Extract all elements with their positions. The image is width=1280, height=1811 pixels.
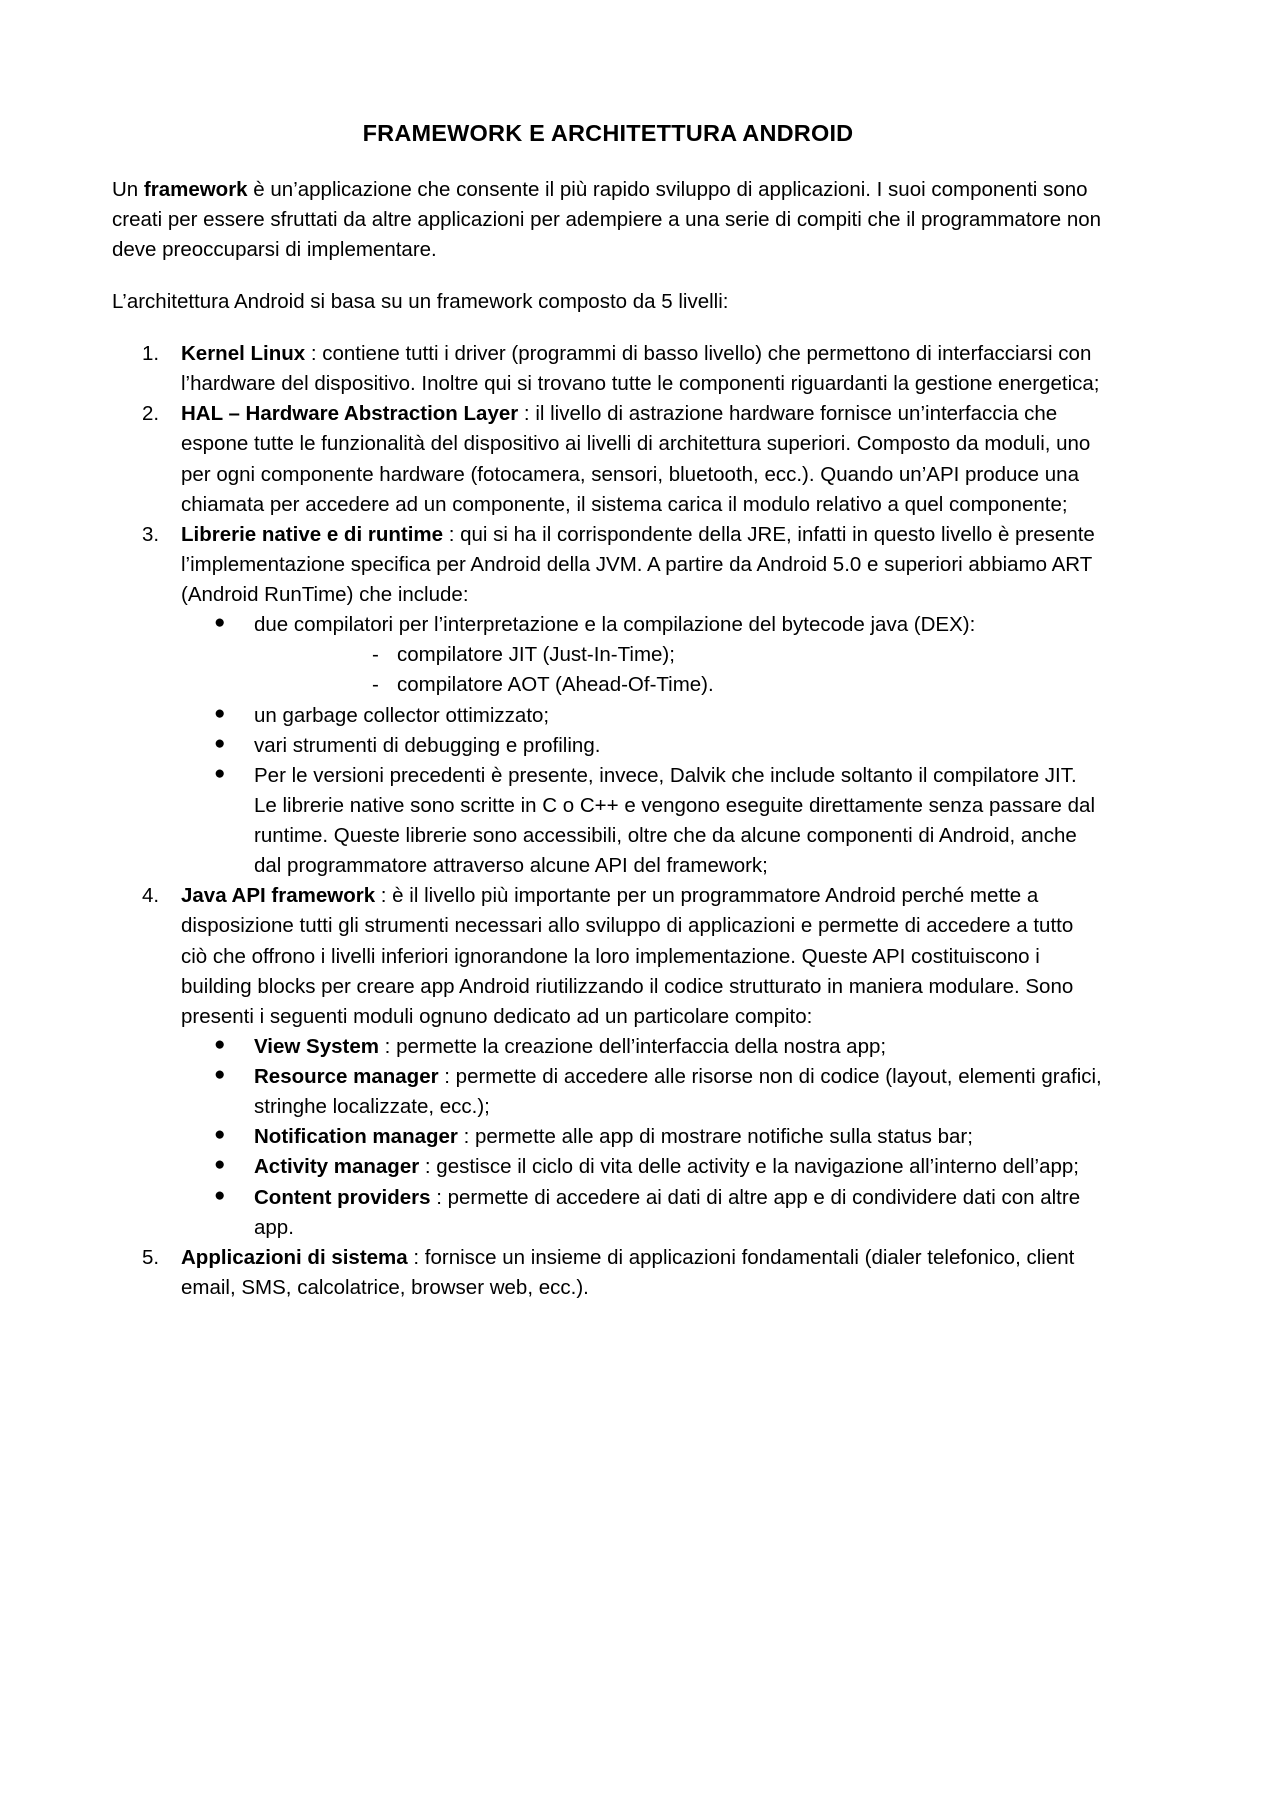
dash-icon: -: [372, 643, 379, 667]
list-item: [254, 670, 1104, 700]
module-text: : permette di accedere ai dati di altre app e di condividere dati con altre app.: [254, 1185, 1081, 1239]
level-content: [181, 520, 1104, 610]
list-item: [181, 1122, 1104, 1152]
intro-rest-text: è un’applicazione che consente il più rapido sviluppo di applicazioni. I suoi componenti sono creati per essere sfruttati da altre applicazioni per adempiere a una serie di compiti che il programmatore non deve preoccuparsi di implementare.: [112, 177, 1102, 261]
level-number: 4.: [142, 884, 160, 908]
list-item: [181, 1062, 1104, 1122]
level-term: Kernel Linux: [181, 342, 306, 366]
bullet-text: vari strumenti di debugging e profiling.: [254, 733, 601, 757]
list-item: [181, 1032, 1104, 1062]
module-text: : permette la creazione dell’interfaccia della nostra app;: [378, 1034, 887, 1058]
level-body: : fornisce un insieme di applicazioni fondamentali (dialer telefonico, client email, SMS, calcolatrice, browser web, ecc.).: [181, 1245, 1075, 1299]
module-term: View System: [254, 1034, 379, 1058]
dash-icon: -: [372, 673, 379, 697]
level-term: Java API framework: [181, 884, 376, 908]
level-item-kernel-linux: [112, 339, 1104, 399]
page-bottom-spacer: [112, 1303, 1104, 1313]
bullet-icon: ●: [214, 762, 226, 784]
level-body: : è il livello più importante per un programmatore Android perché mette a disposizione tutti gli strumenti necessari allo sviluppo di applicazioni e permette di accedere a tutto ciò che offrono i livelli inferiori ignorandone la loro implementazione. Queste API costituiscono i building blocks per creare app Android riutilizzando il codice strutturato in maniera modulare. Sono presenti i seguenti moduli ognuno dedicato ad un particolare compito:: [181, 884, 1074, 1028]
list-item: [254, 640, 1104, 670]
level-content: [181, 339, 1104, 399]
bullet-icon: ●: [214, 1064, 226, 1086]
list-item: [181, 701, 1104, 731]
bullet-icon: ●: [214, 1184, 226, 1206]
list-item: [181, 731, 1104, 761]
level-item-hal: [112, 399, 1104, 520]
module-term: Resource manager: [254, 1065, 439, 1089]
level-term: Applicazioni di sistema: [181, 1245, 408, 1269]
list-item: [181, 1183, 1104, 1243]
module-term: Notification manager: [254, 1125, 458, 1149]
module-text: : permette alle app di mostrare notifiche sulla status bar;: [457, 1125, 973, 1149]
list-item: [181, 610, 1104, 700]
level-number: 3.: [142, 522, 160, 546]
level-item-java-api-framework: [112, 881, 1104, 1243]
intro-lead-text: Un: [112, 177, 144, 201]
bullet-icon: ●: [214, 612, 226, 634]
level-body: : il livello di astrazione hardware fornisce un’interfaccia che espone tutte le funzionalità del dispositivo ai livelli di architettura superiori. Composto da moduli, uno per ogni componente hardware (fotocamera, sensori, bluetooth, ecc.). Quando un’API produce una chiamata per accedere ad un componente, il sistema carica il modulo relativo a quel componente;: [181, 402, 1091, 516]
bullet-icon: ●: [214, 1033, 226, 1055]
runtime-bullet-list: [181, 610, 1104, 881]
java-api-modules-list: [181, 1032, 1104, 1243]
bullet-icon: ●: [214, 732, 226, 754]
dash-text: compilatore JIT (Just-In-Time);: [397, 643, 675, 667]
bullet-icon: ●: [214, 702, 226, 724]
module-text: : permette di accedere alle risorse non di codice (layout, elementi grafici, stringhe localizzate, ecc.);: [254, 1065, 1102, 1119]
compilers-dash-list: [254, 640, 1104, 700]
bullet-icon: ●: [214, 1154, 226, 1176]
level-body: : qui si ha il corrispondente della JRE, infatti in questo livello è presente l’implementazione specifica per Android della JVM. A partire da Android 5.0 e superiori abbiamo ART (Android RunTime) che include:: [181, 522, 1095, 607]
bullet-text: due compilatori per l’interpretazione e la compilazione del bytecode java (DEX):: [254, 613, 976, 637]
page-title: FRAMEWORK E ARCHITETTURA ANDROID: [362, 120, 854, 146]
intro-paragraph-2: L’architettura Android si basa su un framework composto da 5 livelli:: [112, 289, 729, 313]
level-term: HAL – Hardware Abstraction Layer: [181, 402, 519, 426]
android-levels-list: [112, 339, 1104, 1303]
level-number: 1.: [142, 342, 160, 366]
bullet-text: Per le versioni precedenti è presente, invece, Dalvik che include soltanto il compilatore JIT. Le librerie native sono scritte in C o C++ e vengono eseguite direttamente senza passare dal runtime. Queste librerie sono accessibili, oltre che da alcune componenti di Android, anche dal programmatore attraverso alcune API del framework;: [254, 763, 1096, 878]
bullet-text: un garbage collector ottimizzato;: [254, 703, 550, 727]
module-term: Activity manager: [254, 1155, 420, 1179]
level-number: 5.: [142, 1245, 160, 1269]
framework-bold-term: framework: [143, 177, 248, 201]
bullet-icon: ●: [214, 1124, 226, 1146]
level-number: 2.: [142, 402, 160, 426]
module-term: Content providers: [254, 1185, 431, 1209]
dash-text: compilatore AOT (Ahead-Of-Time).: [397, 673, 714, 697]
level-content: [181, 1243, 1104, 1303]
level-content: [181, 881, 1104, 1032]
level-body: : contiene tutti i driver (programmi di basso livello) che permettono di interfacciarsi con l’hardware del dispositivo. Inoltre qui si trovano tutte le componenti riguardanti la gestione energetica;: [181, 342, 1100, 396]
module-text: : gestisce il ciclo di vita delle activity e la navigazione all’interno dell’app;: [419, 1155, 1079, 1179]
level-item-applicazioni-di-sistema: [112, 1243, 1104, 1303]
list-item: [181, 1152, 1104, 1182]
level-content: [181, 399, 1104, 520]
intro-paragraph-1: [112, 175, 1104, 265]
list-item: [181, 761, 1104, 882]
level-term: Librerie native e di runtime: [181, 522, 444, 546]
level-item-librerie-native-runtime: [112, 520, 1104, 882]
